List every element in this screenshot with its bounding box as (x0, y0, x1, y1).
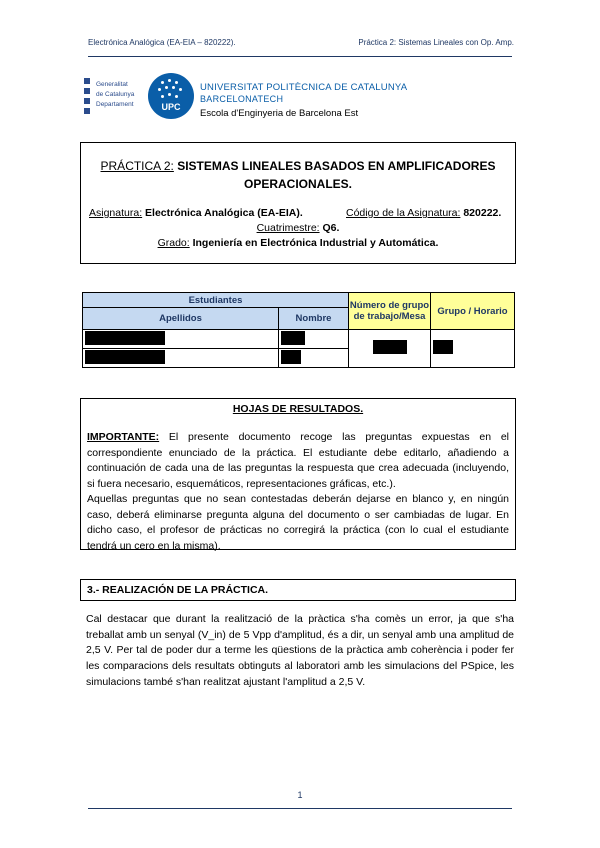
generalitat-text-3: Departament (96, 101, 134, 108)
important-label: IMPORTANTE: (87, 431, 160, 443)
name-cell-2[interactable] (279, 349, 349, 368)
code-line (346, 207, 501, 219)
upc-dots-icon (157, 79, 185, 101)
generalitat-text-1: Generalitat (96, 81, 128, 88)
header-rule (88, 56, 512, 57)
university-name: UNIVERSITAT POLITÈCNICA DE CATALUNYA (200, 82, 408, 93)
semester-label: Cuatrimestre: (256, 222, 320, 234)
practice-title-text: SISTEMAS LINEALES BASADOS EN AMPLIFICADORES (173, 159, 496, 173)
degree-line (81, 237, 515, 249)
school-name: Escola d'Enginyeria de Barcelona Est (200, 108, 359, 119)
running-header-right: Práctica 2: Sistemas Lineales con Op. Amp. (358, 38, 514, 47)
subject-value: Electrónica Analógica (EA-EIA). (142, 207, 303, 219)
title-box (80, 142, 516, 264)
results-sheet-box (80, 398, 516, 550)
group-number-header: Número de grupo de trabajo/Mesa (349, 293, 431, 330)
redaction-block (85, 350, 165, 364)
schedule-cell[interactable] (431, 330, 515, 368)
upc-letters: UPC (161, 102, 181, 112)
practice-title-line2: OPERACIONALES. (243, 177, 352, 191)
results-sheet-heading: HOJAS DE RESULTADOS. (232, 403, 364, 415)
section-heading-box (80, 579, 516, 601)
name-header: Nombre (279, 308, 349, 330)
redaction-block (85, 331, 165, 345)
practice-title-line1 (81, 157, 515, 175)
upc-logo (148, 73, 194, 119)
redaction-block (281, 350, 301, 364)
important-paragraph-1 (87, 430, 509, 492)
code-value: 820222. (460, 207, 502, 219)
body-paragraph: Cal destacar que durant la realització de la pràctica s'ha comès un error, ja que s'ha treballat amb un senyal (V_in) de 5 Vpp d'amplitud, és a dir, un senyal amb una amplitud de 2,5 V. Per tal de poder dur a terme les qüestions de la pràctica amb coherència i poder fer les comparacions dels resultats obtinguts al laboratori amb les simulacions del PSpice, les simulacions també s'han realitzat ajustant l'amplitud a 2,5 V. (86, 613, 514, 688)
generalitat-text-2: de Catalunya (96, 91, 135, 98)
semester-value: Q6. (319, 222, 340, 234)
name-cell-1[interactable] (279, 330, 349, 349)
running-header-left: Electrónica Analógica (EA-EIA – 820222). (88, 38, 236, 47)
redaction-block (281, 331, 305, 345)
important-paragraph-2: Aquellas preguntas que no sean contestadas deberán dejarse en blanco y, en ningún caso, deberá eliminarse pregunta alguna del documento o ser cambiadas de lugar. En dicho caso, el profesor de prácticas no corregirá la práctica (con lo cual el estudiante tendrá un cero en la misma). (87, 493, 509, 552)
subject-label: Asignatura: (89, 207, 143, 219)
code-label: Código de la Asignatura: (346, 207, 461, 219)
students-table (82, 292, 515, 368)
group-number-cell[interactable] (349, 330, 431, 368)
redaction-block (373, 340, 407, 354)
generalitat-logo (82, 74, 142, 120)
degree-label: Grado: (157, 237, 190, 249)
footer-rule (88, 808, 512, 809)
degree-value: Ingeniería en Electrónica Industrial y Automática. (189, 237, 439, 249)
semester-line (81, 222, 515, 234)
campus-name: BARCELONATECH (200, 94, 284, 104)
subject-line (89, 207, 303, 219)
schedule-header: Grupo / Horario (431, 293, 515, 330)
redaction-block (433, 340, 453, 354)
section-title: 3.- REALIZACIÓN DE LA PRÁCTICA. (87, 584, 269, 596)
generalitat-mark-icon (82, 78, 92, 114)
students-header: Estudiantes (83, 293, 349, 308)
surname-cell-1[interactable] (83, 330, 279, 349)
important-text-1: El presente documento recoge las preguntas expuestas en el correspondiente enunciado de la práctica. El estudiante debe editarlo, añadiendo a continuación de cada una de las preguntas la respuesta que crea adecuada (incluyendo, si fuera necesario, esquemáticos, representaciones gráficas, etc.). (87, 431, 509, 490)
practice-label: PRÁCTICA 2: (100, 159, 174, 173)
page-number: 1 (297, 790, 303, 800)
surname-cell-2[interactable] (83, 349, 279, 368)
surname-header: Apellidos (83, 308, 279, 330)
